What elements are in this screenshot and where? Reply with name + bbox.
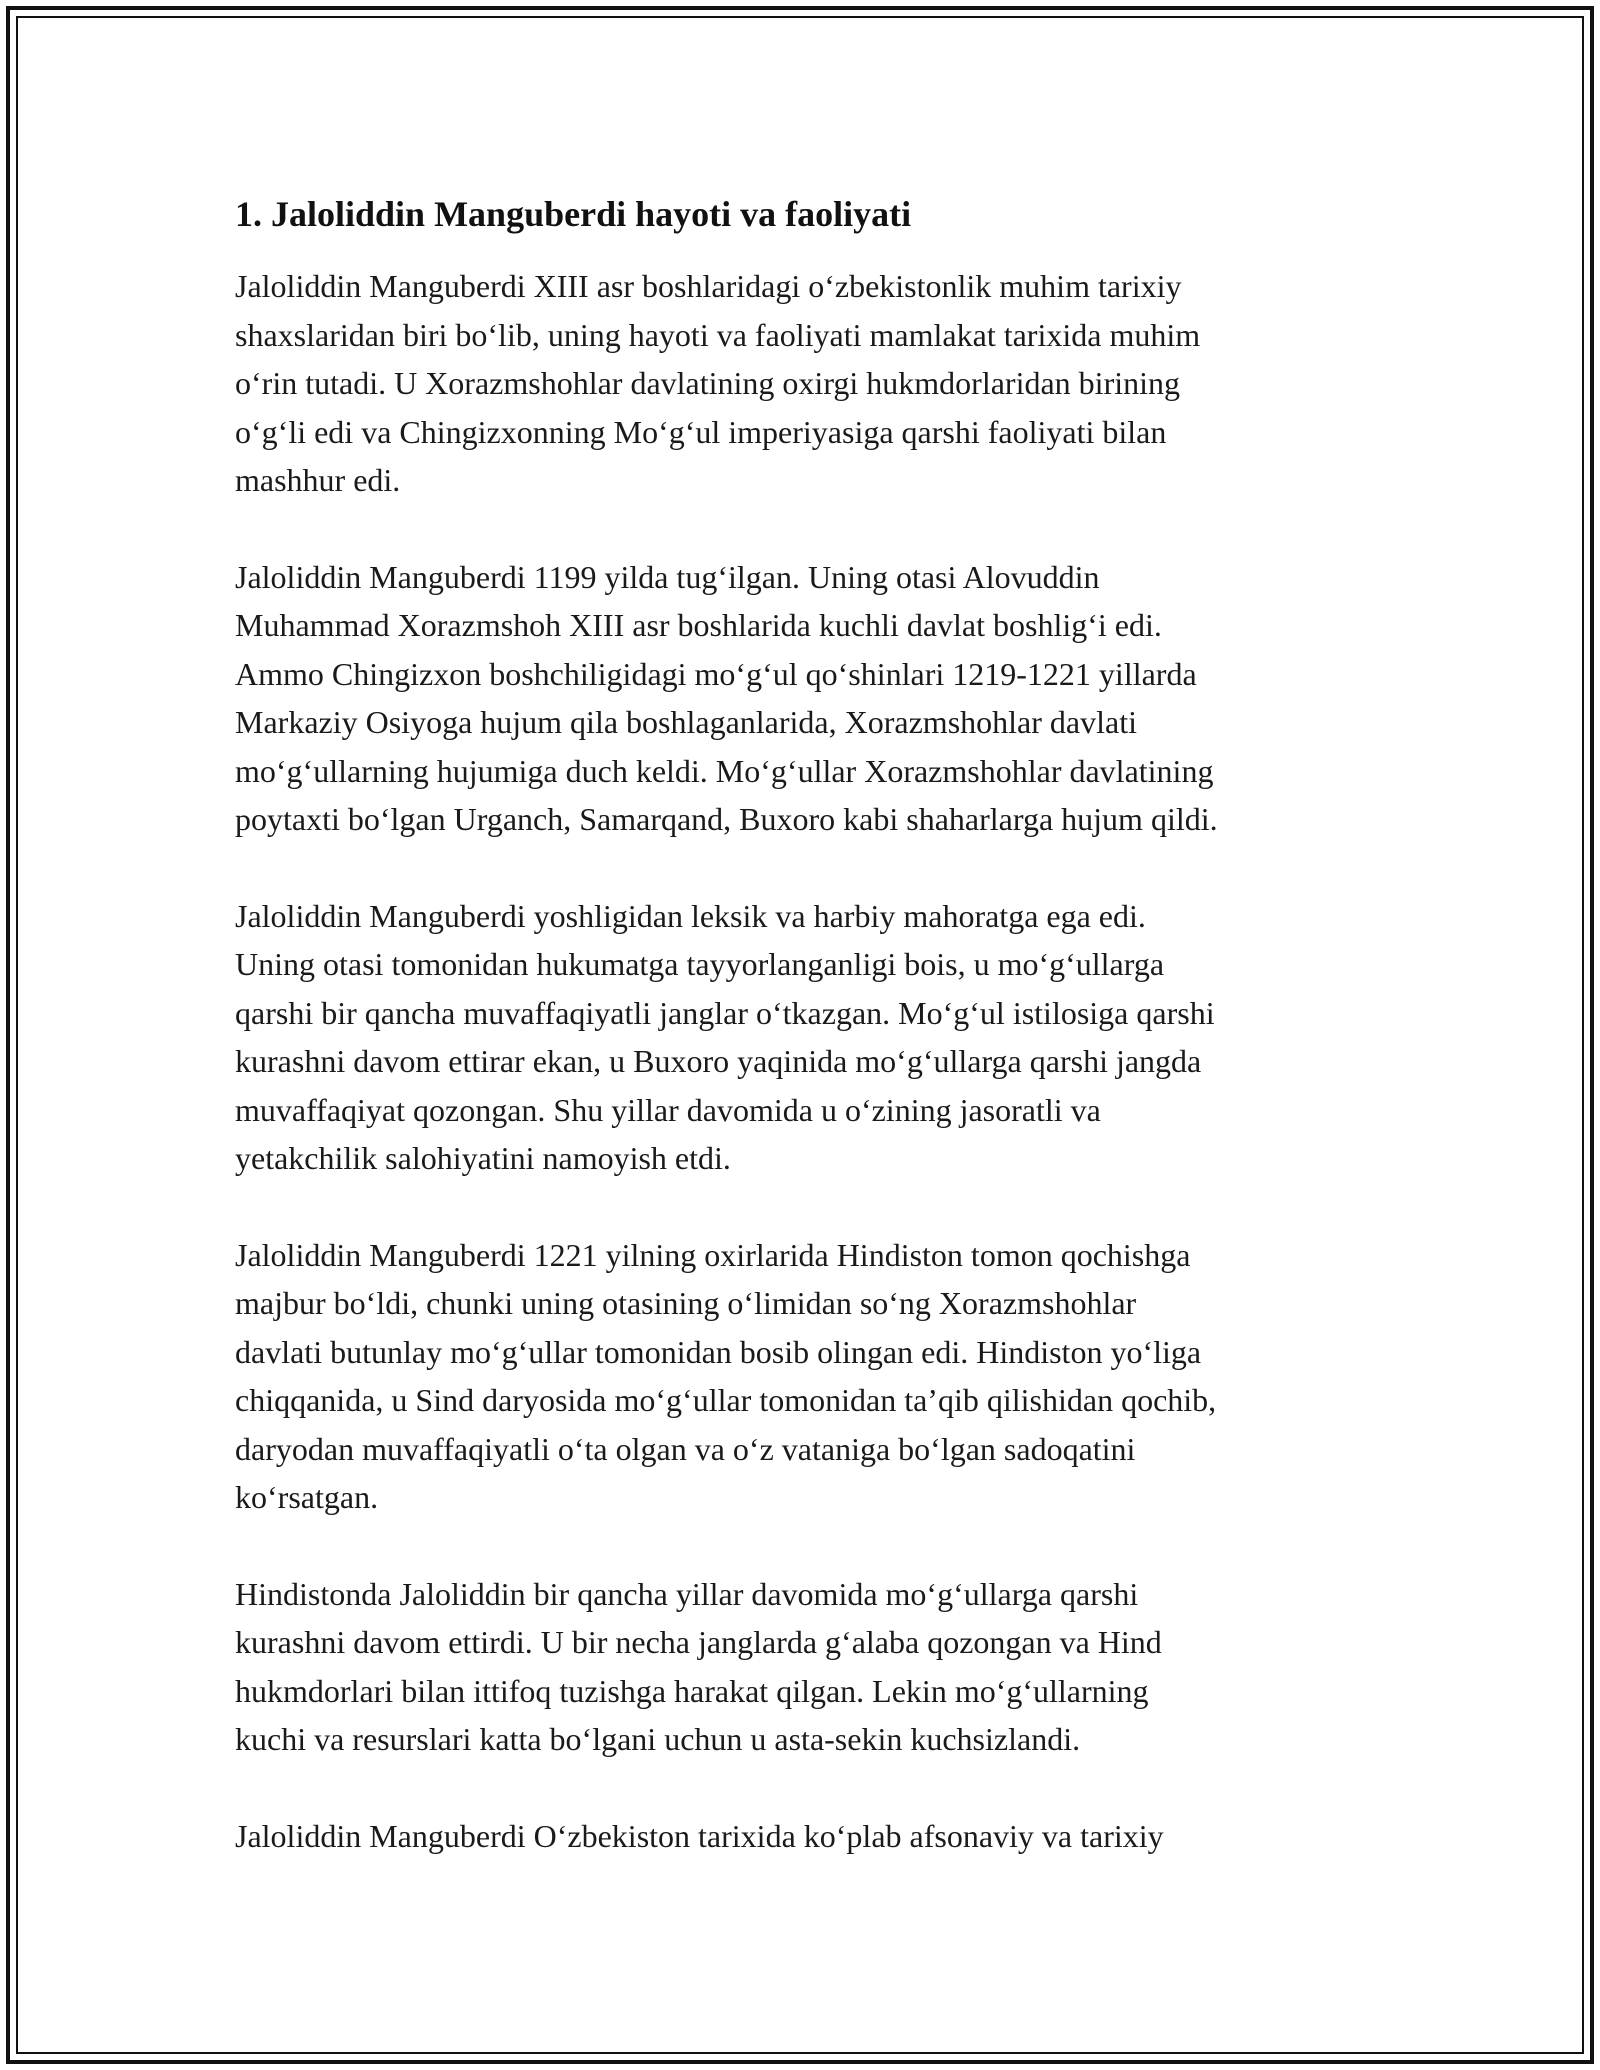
paragraph-1: Jaloliddin Manguberdi XIII asr boshlaridagi o‘zbekistonlik muhim tarixiy shaxslaridan biri bo‘lib, uning hayoti va faoliyati mamlakat tarixida muhim o‘rin tutadi. U Xorazmshohlar davlatining oxirgi hukmdorlaridan birining o‘g‘li edi va Chingizxonning Mo‘g‘ul imperiyasiga qarshi faoliyati bilan mashhur edi. [235,268,1201,498]
section-heading: 1. Jaloliddin Manguberdi hayoti va faoliyati [235,194,912,234]
paragraph-4: Jaloliddin Manguberdi 1221 yilning oxirlarida Hindiston tomon qochishga majbur bo‘ldi, chunki uning otasining o‘limidan so‘ng Xorazmshohlar davlati butunlay mo‘g‘ullar tomonidan bosib olingan edi. Hindiston yo‘liga chiqqanida, u Sind daryosida mo‘g‘ullar tomonidan ta’qib qilishidan qochib, daryodan muvaffaqiyatli o‘ta olgan va o‘z vataniga bo‘lgan sadoqatini ko‘rsatgan. [235,1236,1217,1515]
paragraph-3: Jaloliddin Manguberdi yoshligidan leksik va harbiy mahoratga ega edi. Uning otasi tomonidan hukumatga tayyorlanganligi bois, u mo‘g‘ullarga qarshi bir qancha muvaffaqiyatli janglar o‘tkazgan. Mo‘g‘ul istilosiga qarshi kurashni davom ettirar ekan, u Buxoro yaqinida mo‘g‘ullarga qarshi jangda muvaffaqiyat qozongan. Shu yillar davomida u o‘zining jasoratli va yetakchilik salohiyatini namoyish etdi. [235,897,1215,1176]
paragraph-5: Hindistonda Jaloliddin bir qancha yillar davomida mo‘g‘ullarga qarshi kurashni davom ettirdi. U bir necha janglarda g‘alaba qozongan va Hind hukmdorlari bilan ittifoq tuzishga harakat qilgan. Lekin mo‘g‘ullarning kuchi va resurslari katta bo‘lgani uchun u asta-sekin kuchsizlandi. [235,1575,1162,1757]
paragraph-6: Jaloliddin Manguberdi O‘zbekiston tarixida ko‘plab afsonaviy va tarixiy [235,1817,1164,1854]
paragraph-2: Jaloliddin Manguberdi 1199 yilda tug‘ilgan. Uning otasi Alovuddin Muhammad Xorazmshoh XIII asr boshlarida kuchli davlat boshlig‘i edi. Ammo Chingizxon boshchiligidagi mo‘g‘ul qo‘shinlari 1219-1221 yillarda Markaziy Osiyoga hujum qila boshlaganlarida, Xorazmshohlar davlati mo‘g‘ullarning hujumiga duch keldi. Mo‘g‘ullar Xorazmshohlar davlatining poytaxti bo‘lgan Urganch, Samarqand, Buxoro kabi shaharlarga hujum qildi. [235,558,1218,837]
document-body [235,188,1385,1908]
